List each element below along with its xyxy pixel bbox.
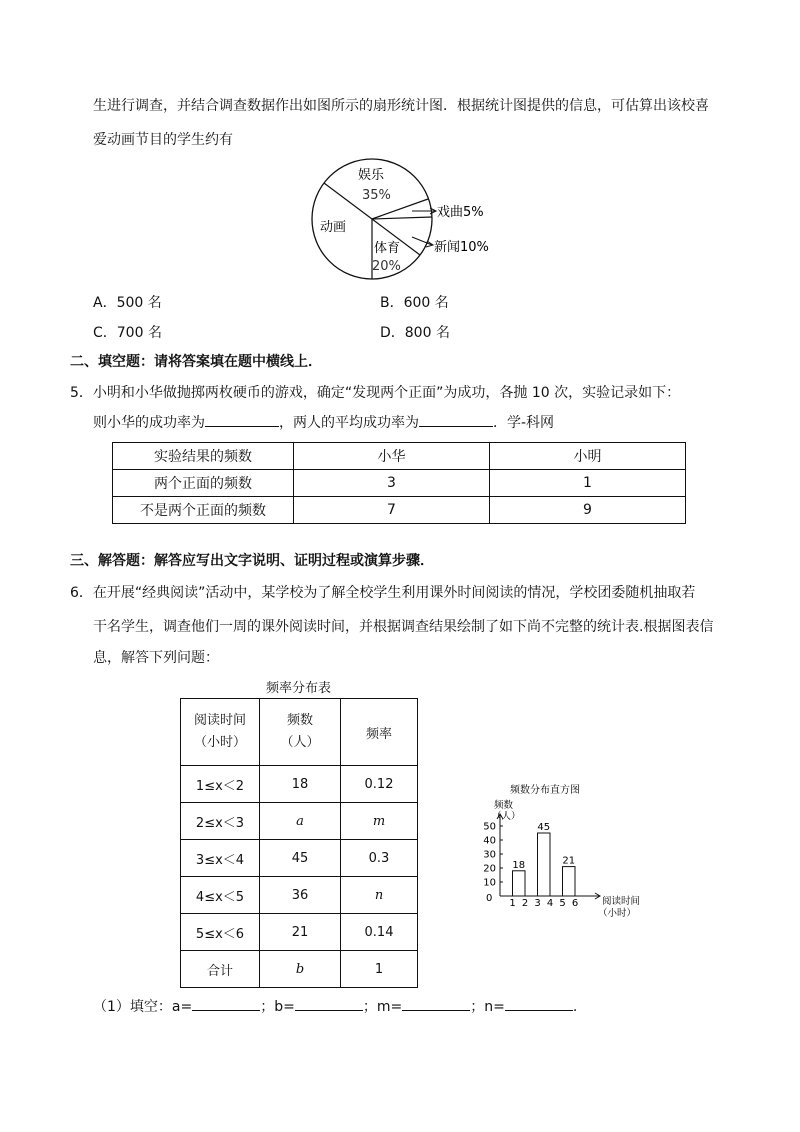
frequency-table-header-time — [181, 699, 260, 766]
pie-pct-entertainment: 35% — [362, 188, 391, 203]
frequency-table-row — [181, 914, 418, 951]
q6-sub1-prefix: （1）填空：a= — [93, 999, 193, 1015]
frequency-table-cell: a — [260, 803, 341, 840]
q5-table-cell: 两个正面的频数 — [113, 470, 294, 497]
histogram-x-tick-label: 6 — [571, 898, 579, 909]
q6-blank-a[interactable] — [192, 996, 260, 1011]
q5-text-suffix: ．学-科网 — [493, 415, 555, 431]
q5-table-header-cell: 小明 — [490, 443, 686, 470]
q5-text-middle: ，两人的平均成功率为 — [279, 415, 419, 431]
q6-text-line3: 息，解答下列问题： — [93, 650, 219, 666]
frequency-table-cell: 36 — [260, 877, 341, 914]
histogram-chart — [470, 780, 650, 925]
frequency-table-cell: 18 — [260, 766, 341, 803]
q5-table-header-cell: 小华 — [294, 443, 490, 470]
histogram-x-tick-label: 1 — [509, 898, 516, 909]
q6-text-line1: 6．在开展“经典阅读”活动中，某学校为了解全校学生利用课外时间阅读的情况，学校团委随机抽取若 — [70, 585, 696, 601]
frequency-table-cell: 5≤x＜6 — [181, 914, 260, 951]
q5-blank-success-rate[interactable] — [205, 412, 279, 427]
q6-sub1-b-label: ；b= — [260, 999, 295, 1015]
histogram-y-tick-label: 40 — [483, 835, 496, 847]
q5-text-line2 — [93, 412, 554, 433]
frequency-table-cell: n — [341, 877, 418, 914]
q5-table-row — [113, 470, 686, 497]
q5-table-cell: 9 — [490, 497, 686, 524]
histogram-bar-label: 21 — [562, 855, 576, 867]
q5-table-header-row — [113, 443, 686, 470]
frequency-table — [180, 698, 418, 988]
pie-label-news: 新闻10% — [434, 240, 489, 255]
histogram-y-tick-label: 30 — [483, 849, 496, 861]
frequency-table-row — [181, 951, 418, 988]
frequency-table-row — [181, 840, 418, 877]
q4-text-line1: 生进行调查，并结合调查数据作出如图所示的扇形统计图．根据统计图提供的信息，可估算出该校喜 — [93, 98, 709, 114]
q5-text-prefix: 则小华的成功率为 — [93, 415, 205, 431]
header-time-line2: （小时） — [193, 735, 246, 750]
frequency-table-cell: 45 — [260, 840, 341, 877]
pie-chart — [300, 155, 510, 285]
histogram-xlabel-line2: （小时） — [598, 908, 637, 919]
histogram-x-tick-label: 2 — [521, 898, 529, 909]
q5-blank-average-rate[interactable] — [419, 412, 493, 427]
frequency-table-header-row — [181, 699, 418, 766]
frequency-table-cell: 合计 — [181, 951, 260, 988]
histogram-bar-label: 45 — [537, 822, 551, 833]
q5-table-row — [113, 497, 686, 524]
q6-text-line2: 干名学生，调查他们一周的课外阅读时间，并根据调查结果绘制了如下尚不完整的统计表.根据图表信 — [93, 619, 714, 635]
section2-title: 二、填空题：请将答案填在题中横线上． — [70, 354, 322, 370]
header-count-line2: （人） — [280, 735, 320, 750]
header-time-line1: 阅读时间 — [193, 713, 246, 728]
histogram-y-tick-label: 20 — [483, 863, 496, 875]
histogram-y-tick-label: 50 — [483, 821, 496, 833]
frequency-table-cell: 0.12 — [341, 766, 418, 803]
q4-option-d: D．800 名 — [380, 325, 450, 341]
q5-table-header-cell: 实验结果的频数 — [113, 443, 294, 470]
frequency-table-header-count — [260, 699, 341, 766]
histogram-ylabel-line2: （人） — [492, 811, 521, 822]
q6-blank-n[interactable] — [505, 996, 573, 1011]
histogram-bar — [563, 867, 576, 896]
histogram-xlabel-line1: 阅读时间 — [602, 896, 641, 907]
q5-table-cell: 不是两个正面的频数 — [113, 497, 294, 524]
histogram-title: 频数分布直方图 — [510, 785, 580, 796]
q4-option-c: C．700 名 — [93, 325, 162, 341]
pie-pct-sports: 20% — [372, 259, 401, 274]
q6-sub1-m-label: ；m= — [362, 999, 403, 1015]
frequency-table-row — [181, 877, 418, 914]
q5-table — [112, 442, 686, 524]
histogram-x-tick-label: 3 — [534, 898, 541, 909]
section3-title: 三、解答题：解答应写出文字说明、证明过程或演算步骤． — [70, 553, 434, 569]
q6-sub1 — [93, 996, 577, 1017]
pie-label-opera: 戏曲5% — [437, 205, 484, 220]
frequency-table-row — [181, 766, 418, 803]
q6-blank-m[interactable] — [402, 996, 470, 1011]
q5-table-cell: 3 — [294, 470, 490, 497]
frequency-table-header-freq: 频率 — [341, 699, 418, 766]
frequency-table-cell: 0.3 — [341, 840, 418, 877]
frequency-table-cell: 4≤x＜5 — [181, 877, 260, 914]
histogram-bar — [513, 871, 526, 896]
frequency-table-title: 频率分布表 — [266, 681, 332, 696]
q6-sub1-suffix: . — [572, 999, 578, 1015]
pie-label-animation: 动画 — [320, 220, 347, 235]
pie-label-entertainment: 娱乐 — [358, 168, 385, 183]
histogram-origin: 0 — [486, 893, 493, 904]
q5-table-cell: 1 — [490, 470, 686, 497]
q4-option-b: B．600 名 — [380, 295, 449, 311]
frequency-table-cell: 21 — [260, 914, 341, 951]
frequency-table-cell: 0.14 — [341, 914, 418, 951]
q5-text-line1: 5．小明和小华做抛掷两枚硬币的游戏，确定“发现两个正面”为成功，各抛 10 次，实验记录如下： — [70, 385, 681, 401]
q6-blank-b[interactable] — [295, 996, 363, 1011]
frequency-table-cell: 1 — [341, 951, 418, 988]
histogram-x-tick-label: 5 — [559, 898, 566, 909]
histogram-bar — [538, 833, 551, 896]
frequency-table-cell: 3≤x＜4 — [181, 840, 260, 877]
frequency-table-cell: b — [260, 951, 341, 988]
header-count-line1: 频数 — [286, 713, 313, 728]
histogram-y-tick-label: 10 — [483, 877, 496, 889]
frequency-table-cell: m — [341, 803, 418, 840]
histogram-ylabel-line1: 频数 — [494, 800, 514, 811]
q6-sub1-n-label: ；n= — [470, 999, 505, 1015]
histogram-bar-label: 18 — [512, 859, 526, 871]
q4-text-line2: 爱动画节目的学生约有 — [93, 132, 233, 148]
q4-option-a: A．500 名 — [93, 295, 162, 311]
pie-label-sports: 体育 — [374, 241, 401, 256]
frequency-table-cell: 2≤x＜3 — [181, 803, 260, 840]
histogram-x-tick-label: 4 — [546, 898, 554, 909]
q5-table-cell: 7 — [294, 497, 490, 524]
frequency-table-cell: 1≤x＜2 — [181, 766, 260, 803]
frequency-table-row — [181, 803, 418, 840]
